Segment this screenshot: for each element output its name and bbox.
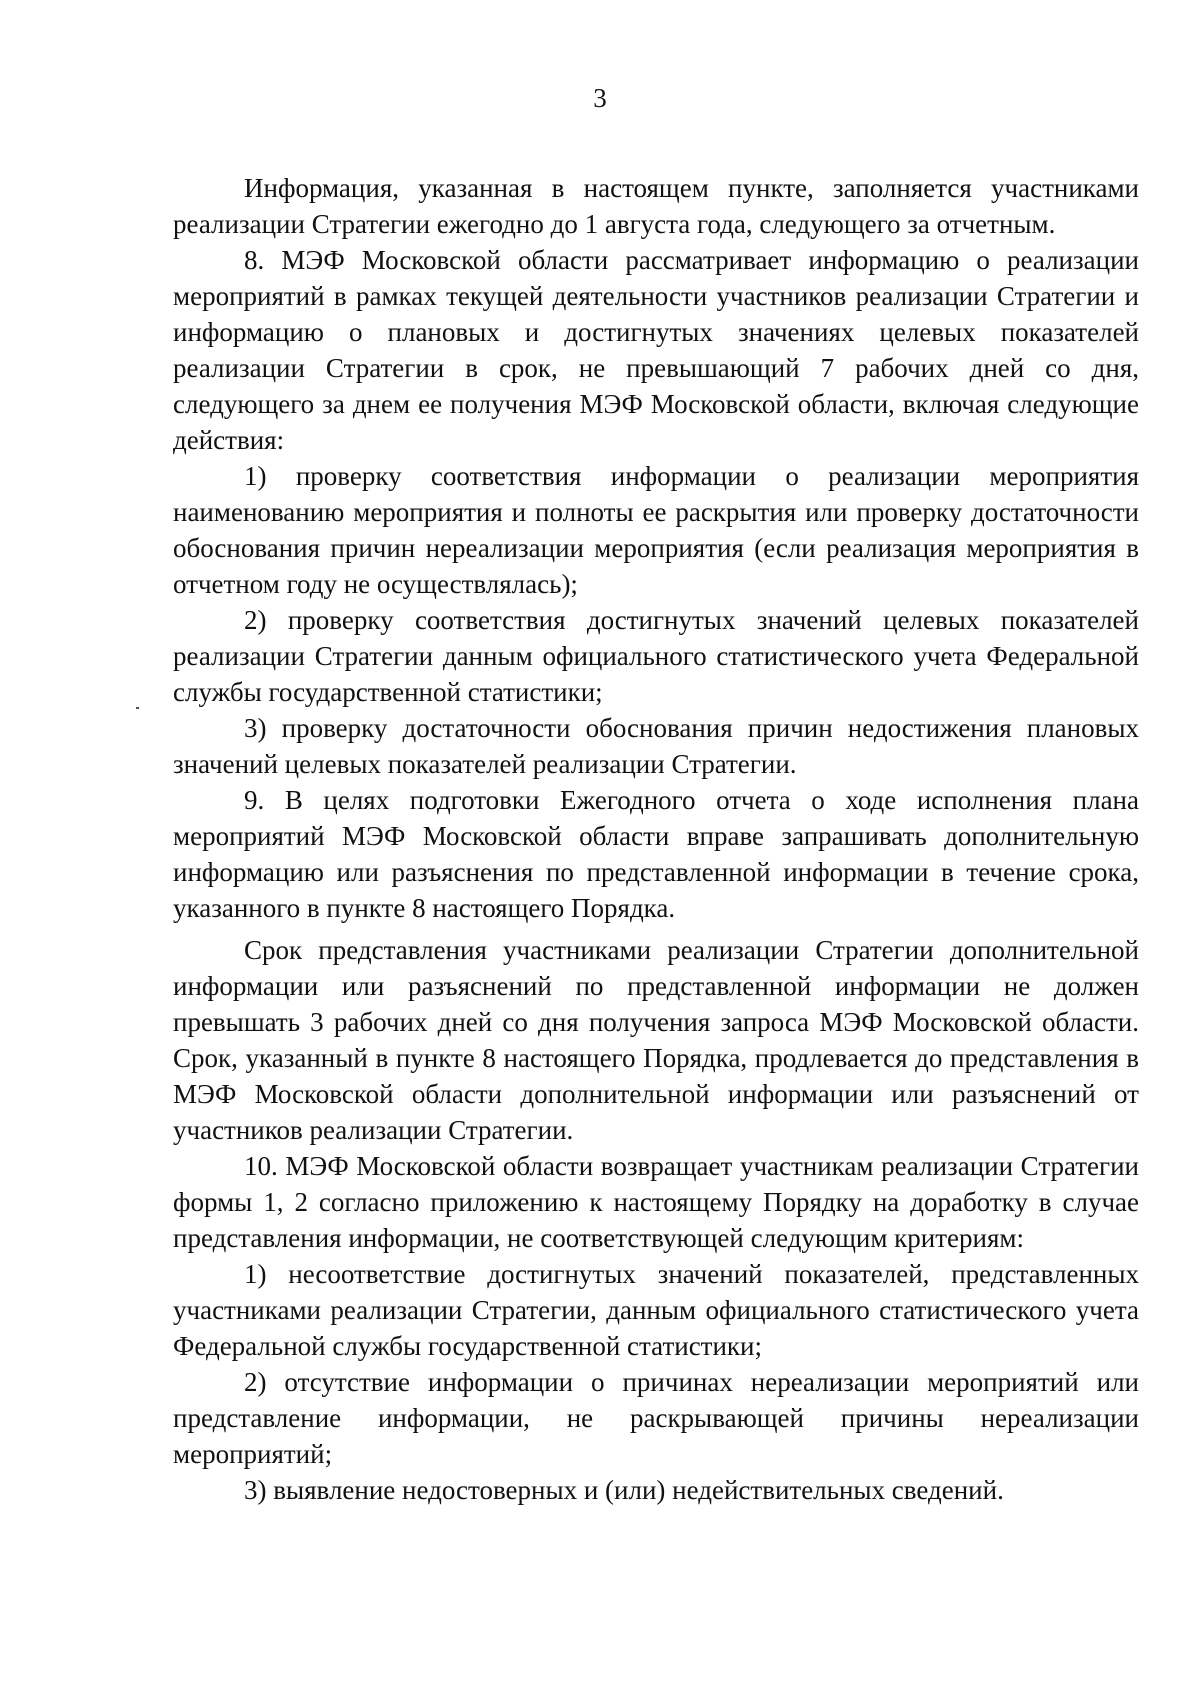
paragraph-item-10: 10. МЭФ Московской области возвращает участникам реализации Стратегии формы 1, 2 согласно приложению к настоящему Порядку на доработку в случае представления информации, не соответствующей следующим критериям: xyxy=(173,1151,1139,1253)
paragraph-item-10-sub-1: 1) несоответствие достигнутых значений показателей, представленных участниками реализации Стратегии, данным официального статистического учета Федеральной службы государственной статистики; xyxy=(173,1259,1139,1361)
scan-artifact xyxy=(136,707,139,709)
paragraph-item-9: 9. В целях подготовки Ежегодного отчета о ходе исполнения плана мероприятий МЭФ Московской области вправе запрашивать дополнительную информацию или разъяснения по представленной информации в течение срока, указанного в пункте 8 настоящего Порядка. xyxy=(173,785,1139,923)
paragraph-item-8: 8. МЭФ Московской области рассматривает информацию о реализации мероприятий в рамках текущей деятельности участников реализации Стратегии и информацию о плановых и достигнутых значениях целевых показателей реализации Стратегии в срок, не превышающий 7 рабочих дней со дня, следующего за днем ее получения МЭФ Московской области, включая следующие действия: xyxy=(173,245,1139,455)
paragraph-item-8-sub-2: 2) проверку соответствия достигнутых значений целевых показателей реализации Стратегии данным официального статистического учета Федеральной службы государственной статистики; xyxy=(173,605,1139,707)
paragraph-item-8-sub-3: 3) проверку достаточности обоснования причин недостижения плановых значений целевых показателей реализации Стратегии. xyxy=(173,713,1139,779)
paragraph-info-deadline: Информация, указанная в настоящем пункте, заполняется участниками реализации Стратегии ежегодно до 1 августа года, следующего за отчетным. xyxy=(173,173,1139,239)
paragraph-item-10-sub-3: 3) выявление недостоверных и (или) недействительных сведений. xyxy=(244,1475,1004,1505)
paragraph-item-8-sub-1: 1) проверку соответствия информации о реализации мероприятия наименованию мероприятия и полноты ее раскрытия или проверку достаточности обоснования причин нереализации мероприятия (если реализация мероприятия в отчетном году не осуществлялась); xyxy=(173,461,1139,599)
document-body xyxy=(173,170,1139,1508)
page-number: 3 xyxy=(593,83,607,113)
paragraph-item-10-sub-2: 2) отсутствие информации о причинах нереализации мероприятий или представление информации, не раскрывающей причины нереализации мероприятий; xyxy=(173,1367,1139,1469)
paragraph-additional-info-deadline: Срок представления участниками реализации Стратегии дополнительной информации или разъяснений по представленной информации не должен превышать 3 рабочих дней со дня получения запроса МЭФ Московской области. Срок, указанный в пункте 8 настоящего Порядка, продлевается до представления в МЭФ Московской области дополнительной информации или разъяснений от участников реализации Стратегии. xyxy=(173,935,1139,1145)
